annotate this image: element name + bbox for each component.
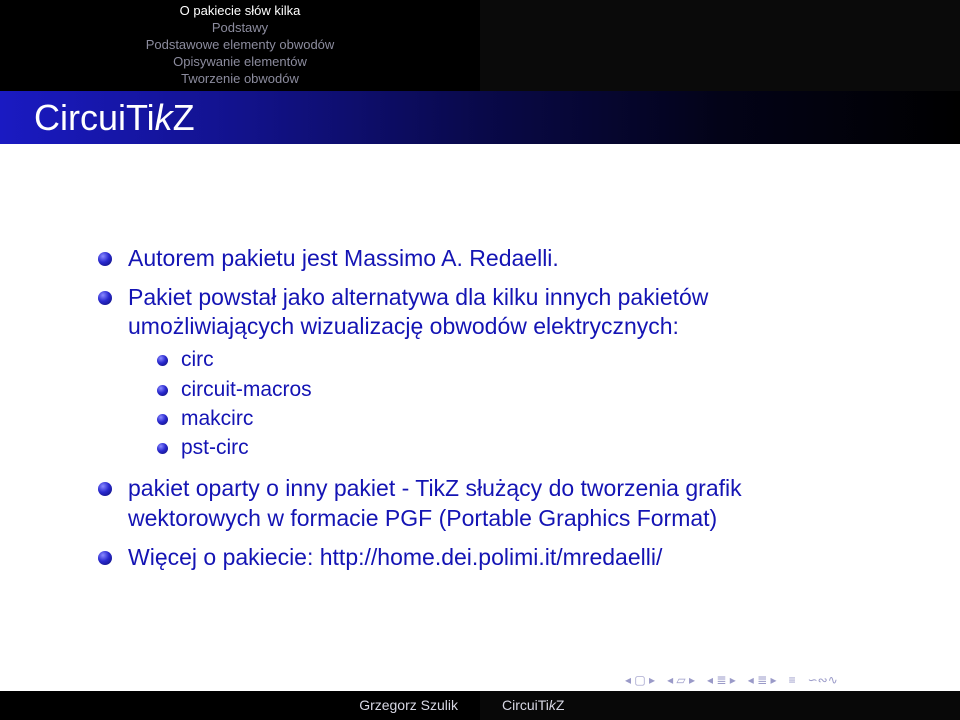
bullet-ball-icon (98, 551, 112, 565)
footer-title-italic: k (548, 697, 556, 713)
footer-author: Grzegorz Szulik (359, 697, 458, 713)
subsection-nav-icon[interactable]: ◂ ▱ ▸ (667, 673, 696, 687)
footer-title-prefix: CircuiTi (502, 697, 549, 713)
section-navigation (0, 2, 480, 87)
bullet-text: wektorowych w formacie PGF (Portable Graphics Format) (128, 505, 718, 531)
footer-short-title (502, 697, 564, 713)
frame-nav-icon[interactable]: ◂ ▢ ▸ (625, 673, 656, 687)
footer-right-pane (480, 691, 960, 720)
bullet-ball-icon (98, 291, 112, 305)
bullet-text: pakiet oparty o inny pakiet - TikZ służący do tworzenia grafik (128, 475, 742, 501)
footer-title-suffix: Z (555, 697, 565, 713)
align-icon[interactable]: ≡ (788, 673, 796, 687)
section-nav-icon[interactable]: ◂ ≣ ▸ (707, 673, 736, 687)
sub-bullet-text: circuit-macros (181, 378, 312, 401)
sub-bullet-ball-icon (157, 443, 168, 454)
header-bar (0, 0, 960, 91)
title-suffix: Z (172, 97, 195, 138)
sub-bullet-text: pst-circ (181, 436, 249, 459)
title-italic: k (154, 97, 173, 138)
frame-title (34, 97, 195, 139)
beamer-navigation-symbols (625, 672, 838, 688)
bullet-text: umożliwiających wizualizację obwodów elektrycznych: (128, 313, 679, 339)
nav-item-podstawy[interactable]: Podstawy (211, 20, 269, 35)
bullet-ball-icon (98, 482, 112, 496)
footer-bar (0, 691, 960, 720)
bullet-text: Pakiet powstał jako alternatywa dla kilku innych pakietów (128, 284, 709, 310)
sub-bullet-ball-icon (157, 385, 168, 396)
subsubsection-nav-icon[interactable]: ◂ ≣ ▸ (747, 673, 777, 687)
nav-item-podstawowe-elementy[interactable]: Podstawowe elementy obwodów (145, 37, 335, 52)
nav-item-o-pakiecie[interactable]: O pakiecie słów kilka (179, 3, 301, 18)
sub-bullet-text: circ (181, 348, 214, 371)
footer-left-pane (0, 691, 480, 720)
sub-bullet-ball-icon (157, 355, 168, 366)
bullet-text: Więcej o pakiecie: http://home.dei.polimi.it/mredaelli/ (128, 544, 663, 570)
title-prefix: CircuiTi (34, 97, 155, 138)
header-left-pane (0, 0, 480, 91)
frame-title-bar (0, 91, 960, 144)
nav-item-opisywanie[interactable]: Opisywanie elementów (173, 54, 307, 69)
search-icon[interactable]: ∽∾∿ (807, 673, 838, 687)
sub-bullet-text: makcirc (181, 407, 254, 430)
nav-item-tworzenie[interactable]: Tworzenie obwodów (181, 71, 299, 86)
sub-bullet-ball-icon (157, 414, 168, 425)
bullet-text: Autorem pakietu jest Massimo A. Redaelli. (128, 245, 559, 271)
bullet-ball-icon (98, 252, 112, 266)
header-right-pane (480, 0, 960, 91)
